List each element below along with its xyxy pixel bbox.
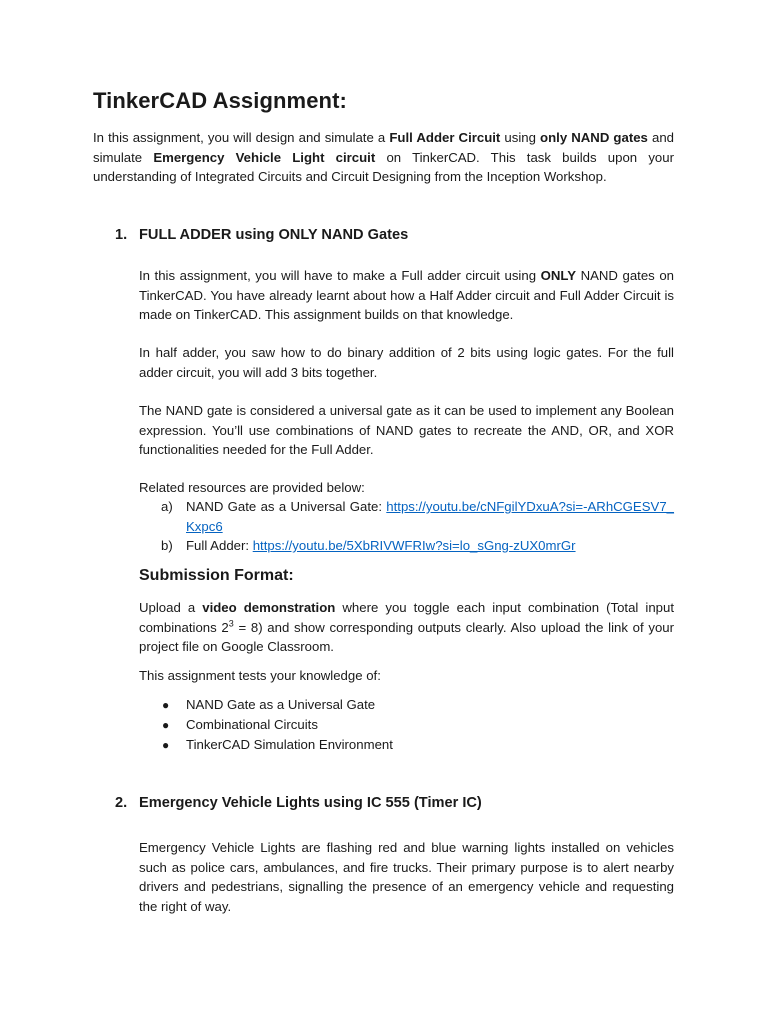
list-item [139,715,393,735]
resource-label: NAND Gate as a Universal Gate: [186,499,387,514]
tests-intro: This assignment tests your knowledge of: [139,668,381,683]
resources-intro: Related resources are provided below: [139,480,365,495]
resource-label: Full Adder: [186,538,253,553]
resource-list [139,497,674,556]
knowledge-bullet-list [139,695,393,755]
bullet-text: Combinational Circuits [186,717,318,732]
section1-paragraph-3: The NAND gate is considered a universal gate as it can be used to implement any Boolean expression. You’ll use combinations of NAND gates to recreate the AND, OR, and XOR functionalities needed for the Full Adder. [139,403,674,457]
bold-only: ONLY [540,268,577,283]
section1-number: 1. [115,227,128,243]
section2-number: 2. [115,795,128,811]
intro-text: and simulate [93,130,674,165]
list-marker: a) [161,499,173,514]
full-adder-video-link[interactable]: https://youtu.be/5XbRIVWFRIw?si=lo_sGng-zUX0mrGr [252,538,576,553]
bullet-icon: ● [162,718,170,732]
paragraph-text: In this assignment, you will have to make a Full adder circuit using [139,268,541,283]
section1-paragraph-2: In half adder, you saw how to do binary addition of 2 bits using logic gates. For the full adder circuit, you will add 3 bits together. [139,345,674,380]
paragraph-text: Upload a [139,600,203,615]
bullet-text: NAND Gate as a Universal Gate [186,697,376,712]
resource-body [186,536,674,556]
intro-text: using [500,130,541,145]
bold-video-demonstration: video demonstration [202,600,336,615]
bullet-icon: ● [162,738,170,752]
list-item [139,536,674,556]
intro-text: In this assignment, you will design and simulate a [93,130,390,145]
list-item [139,695,393,715]
section2-heading [115,795,482,811]
superscript: 3 [228,618,234,629]
paragraph-text: NAND gates on TinkerCAD. You have already learnt about how a Half Adder circuit and Full Adder Circuit is made on TinkerCAD. This assignment builds on that knowledge. [139,268,674,322]
list-item [139,735,393,755]
resource-spread-line [186,497,674,536]
section1-heading [115,227,408,243]
section1-title: FULL ADDER using ONLY NAND Gates [139,227,409,243]
intro-bold-emergency: Emergency Vehicle Light circuit [153,149,376,165]
paragraph-text: where you toggle each input combination (Total input combinations 2 [139,600,674,635]
intro-bold-nand: only NAND gates [540,130,648,145]
intro-text: on TinkerCAD. This task builds upon your understanding of Integrated Circuits and Circuit Designing from the Inception Workshop. [93,149,674,185]
nand-gate-video-link[interactable]: https://youtu.be/cNFgilYDxuA?si=-ARhCGESV7_Kxpc6 [186,499,674,534]
section2-title: Emergency Vehicle Lights using IC 555 (Timer IC) [139,795,482,811]
intro-paragraph [93,128,674,187]
submission-paragraph [139,598,674,657]
resource-body [186,497,674,536]
document-title: TinkerCAD Assignment: [93,88,347,113]
section2-paragraph-1: Emergency Vehicle Lights are flashing red and blue warning lights installed on vehicles such as police cars, ambulances, and fire trucks. Their primary purpose is to alert nearby drivers and pedestrians, signalling the presence of an emergency vehicle and requesting the right of way. [139,840,674,914]
paragraph-text: = 8) and show corresponding outputs clearly. Also upload the link of your project file on Google Classroom. [139,619,674,654]
intro-bold-full-adder: Full Adder Circuit [389,130,501,145]
list-marker: b) [161,538,173,553]
bullet-icon: ● [162,698,170,712]
list-item [139,497,674,536]
bullet-text: TinkerCAD Simulation Environment [186,737,393,752]
section1-paragraph-1 [139,266,674,325]
submission-format-heading: Submission Format: [139,567,294,584]
